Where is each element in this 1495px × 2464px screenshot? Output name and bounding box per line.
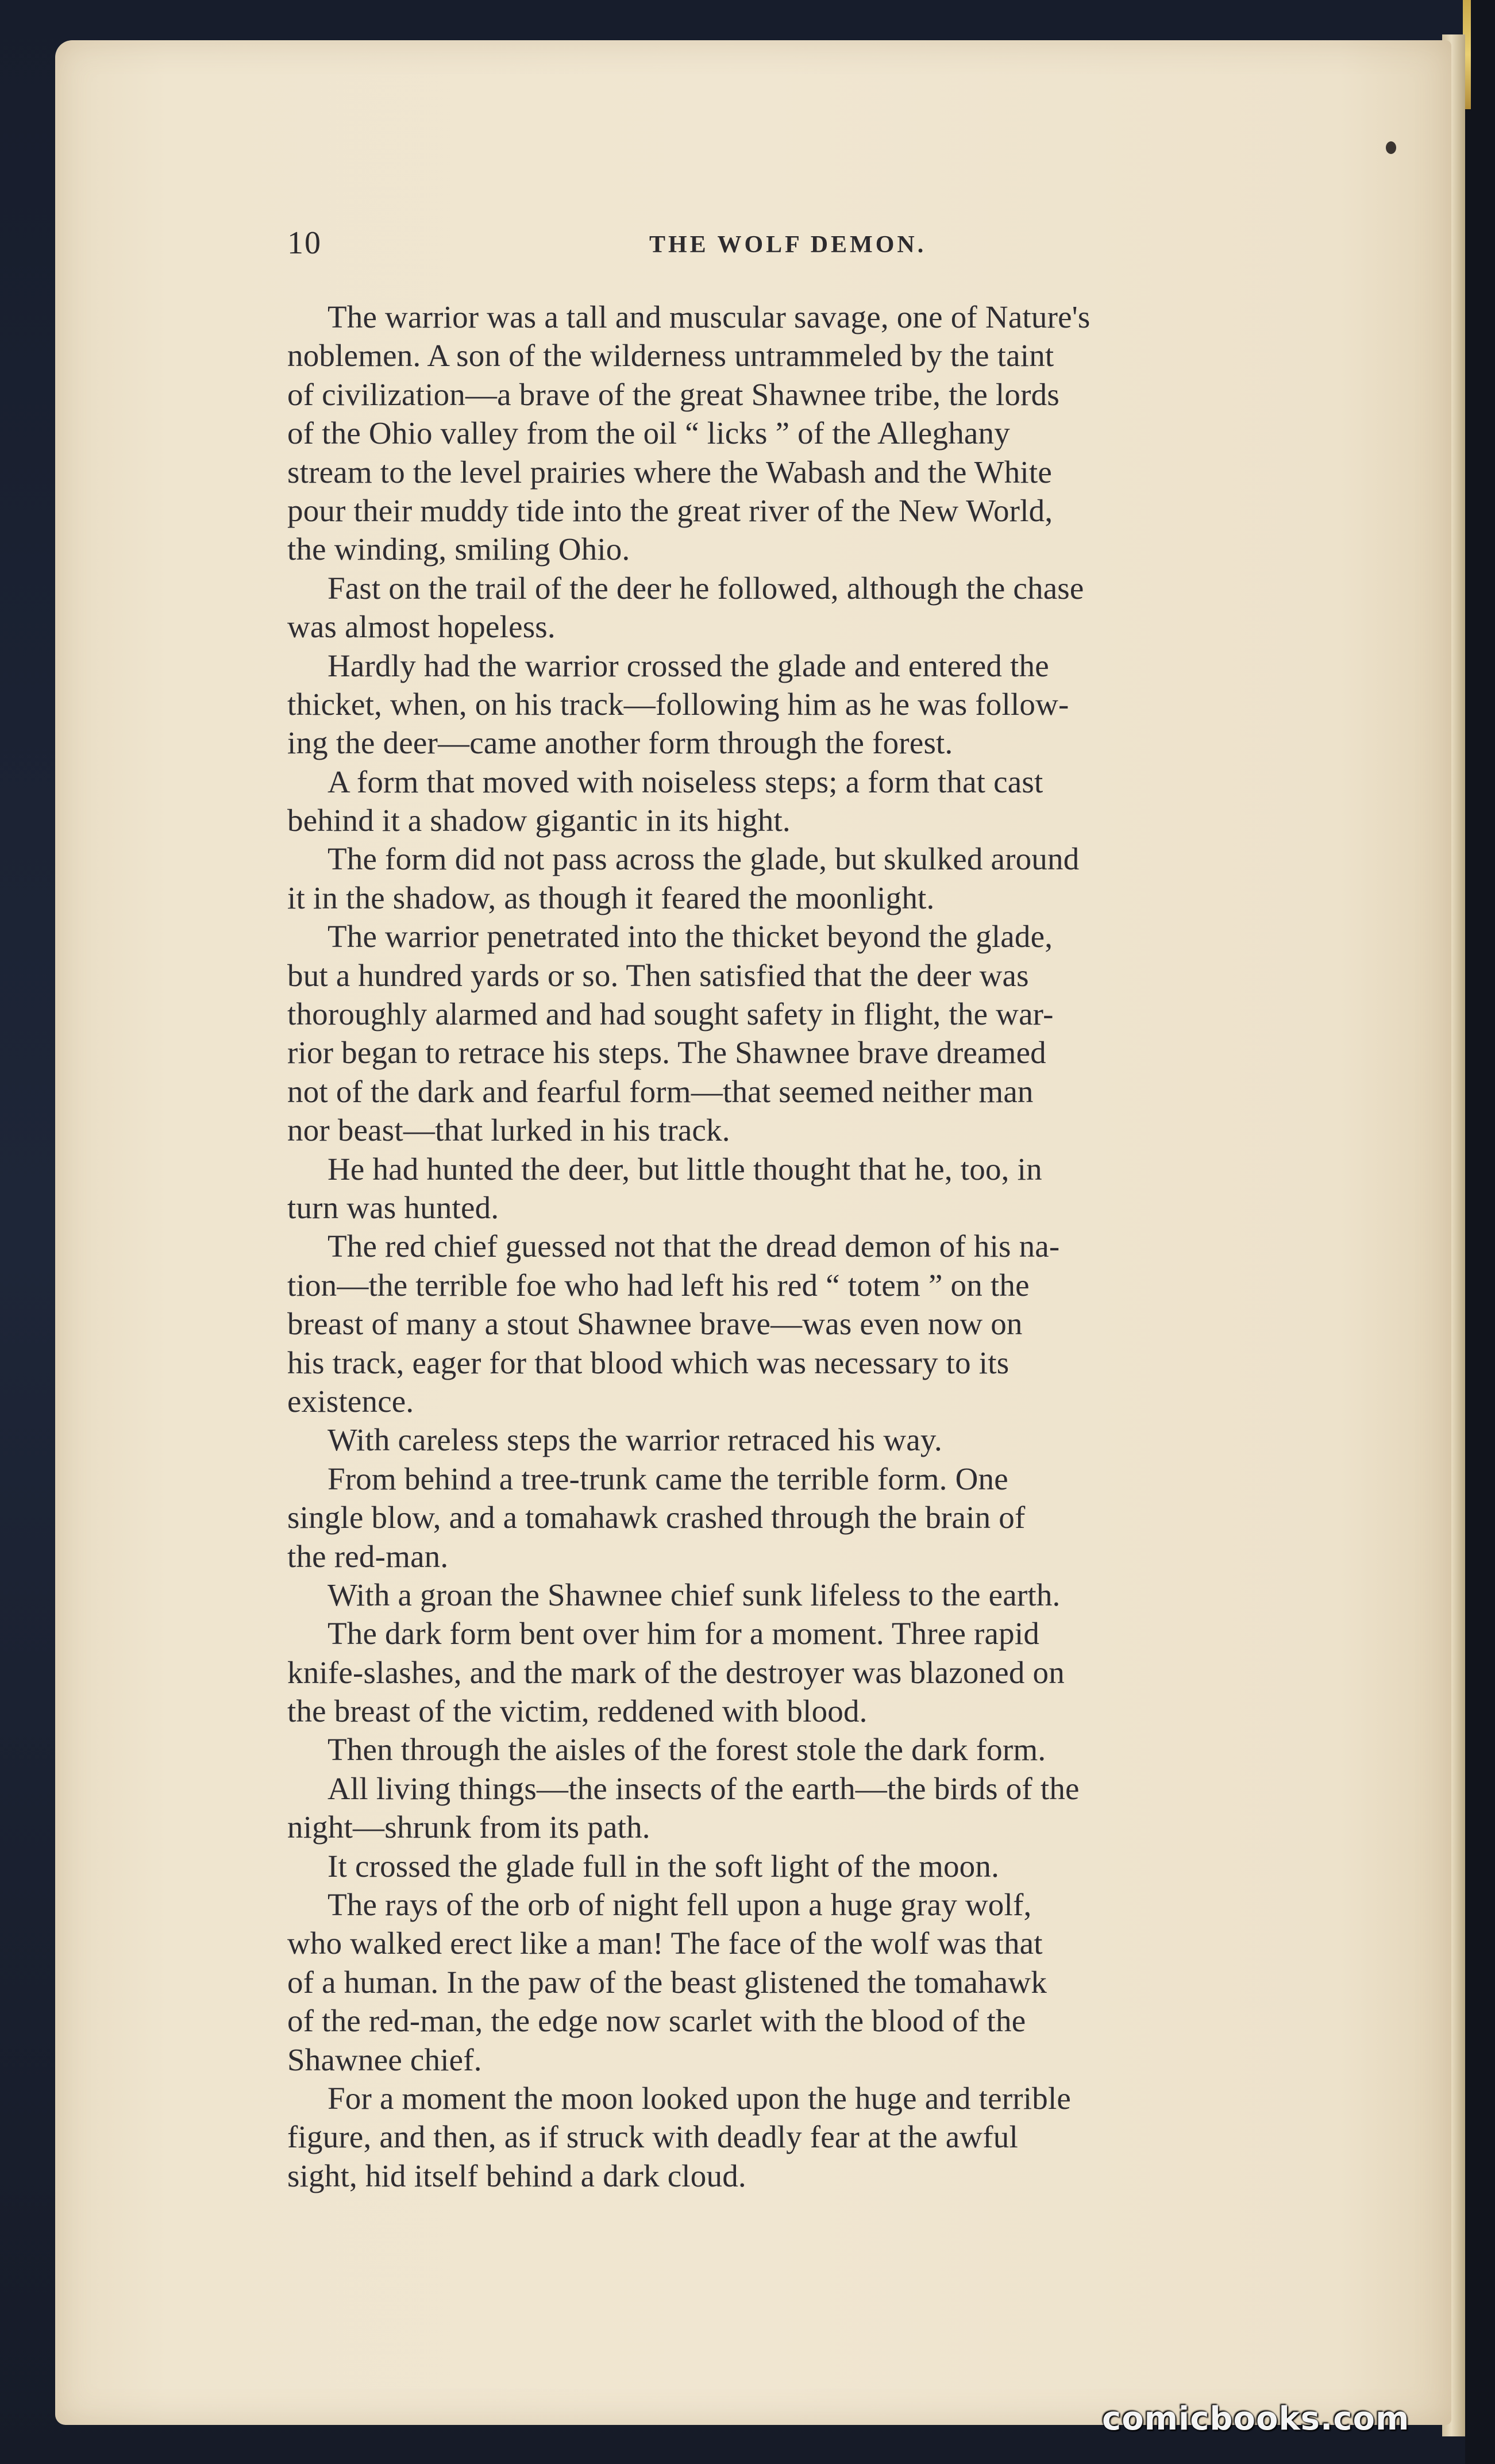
text-line: not of the dark and fearful form—that seemed neither man <box>287 1073 1034 1109</box>
text-line: existence. <box>287 1383 414 1419</box>
text-line: It crossed the glade full in the soft light of the moon. <box>327 1848 1000 1884</box>
text-line: his track, eager for that blood which was necessary to its <box>287 1345 1009 1380</box>
text-line: Shawnee chief. <box>287 2042 482 2077</box>
text-line: The dark form bent over him for a moment. Three rapid <box>327 1616 1040 1651</box>
text-line: The rays of the orb of night fell upon a huge gray wolf, <box>327 1887 1032 1923</box>
text-line: it in the shadow, as though it feared the moonlight. <box>287 880 935 915</box>
text-line: The form did not pass across the glade, but skulked around <box>327 841 1080 877</box>
text-line: nor beast—that lurked in his track. <box>287 1112 730 1148</box>
text-line: rior began to retrace his steps. The Shawnee brave dreamed <box>287 1035 1046 1071</box>
text-line: tion—the terrible foe who had left his red “ totem ” on the <box>287 1267 1030 1303</box>
text-line: Fast on the trail of the deer he followed, although the chase <box>327 570 1084 606</box>
text-line: of a human. In the paw of the beast glistened the tomahawk <box>287 1964 1047 2000</box>
text-line: The warrior penetrated into the thicket beyond the glade, <box>327 919 1053 954</box>
text-line: knife-slashes, and the mark of the destroyer was blazoned on <box>287 1654 1065 1690</box>
text-line: turn was hunted. <box>287 1189 499 1225</box>
text-line: who walked erect like a man! The face of the wolf was that <box>287 1926 1043 1961</box>
text-line: For a moment the moon looked upon the huge and terrible <box>327 2080 1072 2116</box>
text-line: From behind a tree-trunk came the terrible form. One <box>327 1461 1008 1496</box>
text-line: thoroughly alarmed and had sought safety in flight, the war- <box>287 996 1054 1032</box>
text-line: the winding, smiling Ohio. <box>287 532 630 567</box>
text-line: noblemen. A son of the wilderness untrammeled by the taint <box>287 338 1054 374</box>
text-line: With careless steps the warrior retraced his way. <box>327 1422 942 1458</box>
text-line: Then through the aisles of the forest stole the dark form. <box>327 1732 1046 1768</box>
page-header <box>287 223 1436 280</box>
text-line: of the red-man, the edge now scarlet with the blood of the <box>287 2003 1026 2039</box>
text-line: A form that moved with noiseless steps; a form that cast <box>327 764 1043 799</box>
text-line: the breast of the victim, reddened with blood. <box>287 1693 868 1729</box>
body-text <box>287 298 1400 2195</box>
text-line: of civilization—a brave of the great Shawnee tribe, the lords <box>287 376 1059 412</box>
text-line: stream to the level prairies where the Wabash and the White <box>287 454 1052 490</box>
text-line: pour their muddy tide into the great river of the New World, <box>287 492 1053 528</box>
running-title: THE WOLF DEMON. <box>649 232 927 258</box>
text-line: figure, and then, as if struck with deadly fear at the awful <box>287 2119 1018 2155</box>
text-line: thicket, when, on his track—following him as he was follow- <box>287 686 1069 722</box>
page-number: 10 <box>287 225 322 261</box>
text-line: The red chief guessed not that the dread demon of his na- <box>327 1229 1060 1264</box>
text-line: but a hundred yards or so. Then satisfied that the deer was <box>287 957 1029 993</box>
text-line: the red-man. <box>287 1538 449 1574</box>
text-line: The warrior was a tall and muscular savage, one of Nature's <box>327 299 1091 334</box>
text-line: of the Ohio valley from the oil “ licks ” of the Alleghany <box>287 415 1010 451</box>
text-line: single blow, and a tomahawk crashed through the brain of <box>287 1500 1026 1535</box>
binding-shadow <box>1465 0 1495 2464</box>
text-line: He had hunted the deer, but little thought that he, too, in <box>327 1151 1042 1187</box>
text-line: was almost hopeless. <box>287 609 556 645</box>
text-line: night—shrunk from its path. <box>287 1810 650 1845</box>
text-line: sight, hid itself behind a dark cloud. <box>287 2158 746 2193</box>
text-line: breast of many a stout Shawnee brave—was even now on <box>287 1306 1023 1342</box>
text-line: behind it a shadow gigantic in its hight. <box>287 803 791 838</box>
text-line: Hardly had the warrior crossed the glade and entered the <box>327 648 1049 683</box>
text-line: ing the deer—came another form through the forest. <box>287 725 953 761</box>
watermark: comicbooks.com <box>1102 2400 1410 2438</box>
text-line: All living things—the insects of the earth—the birds of the <box>327 1770 1080 1806</box>
ink-spot <box>1386 141 1396 154</box>
text-line: With a groan the Shawnee chief sunk lifeless to the earth. <box>327 1577 1061 1612</box>
